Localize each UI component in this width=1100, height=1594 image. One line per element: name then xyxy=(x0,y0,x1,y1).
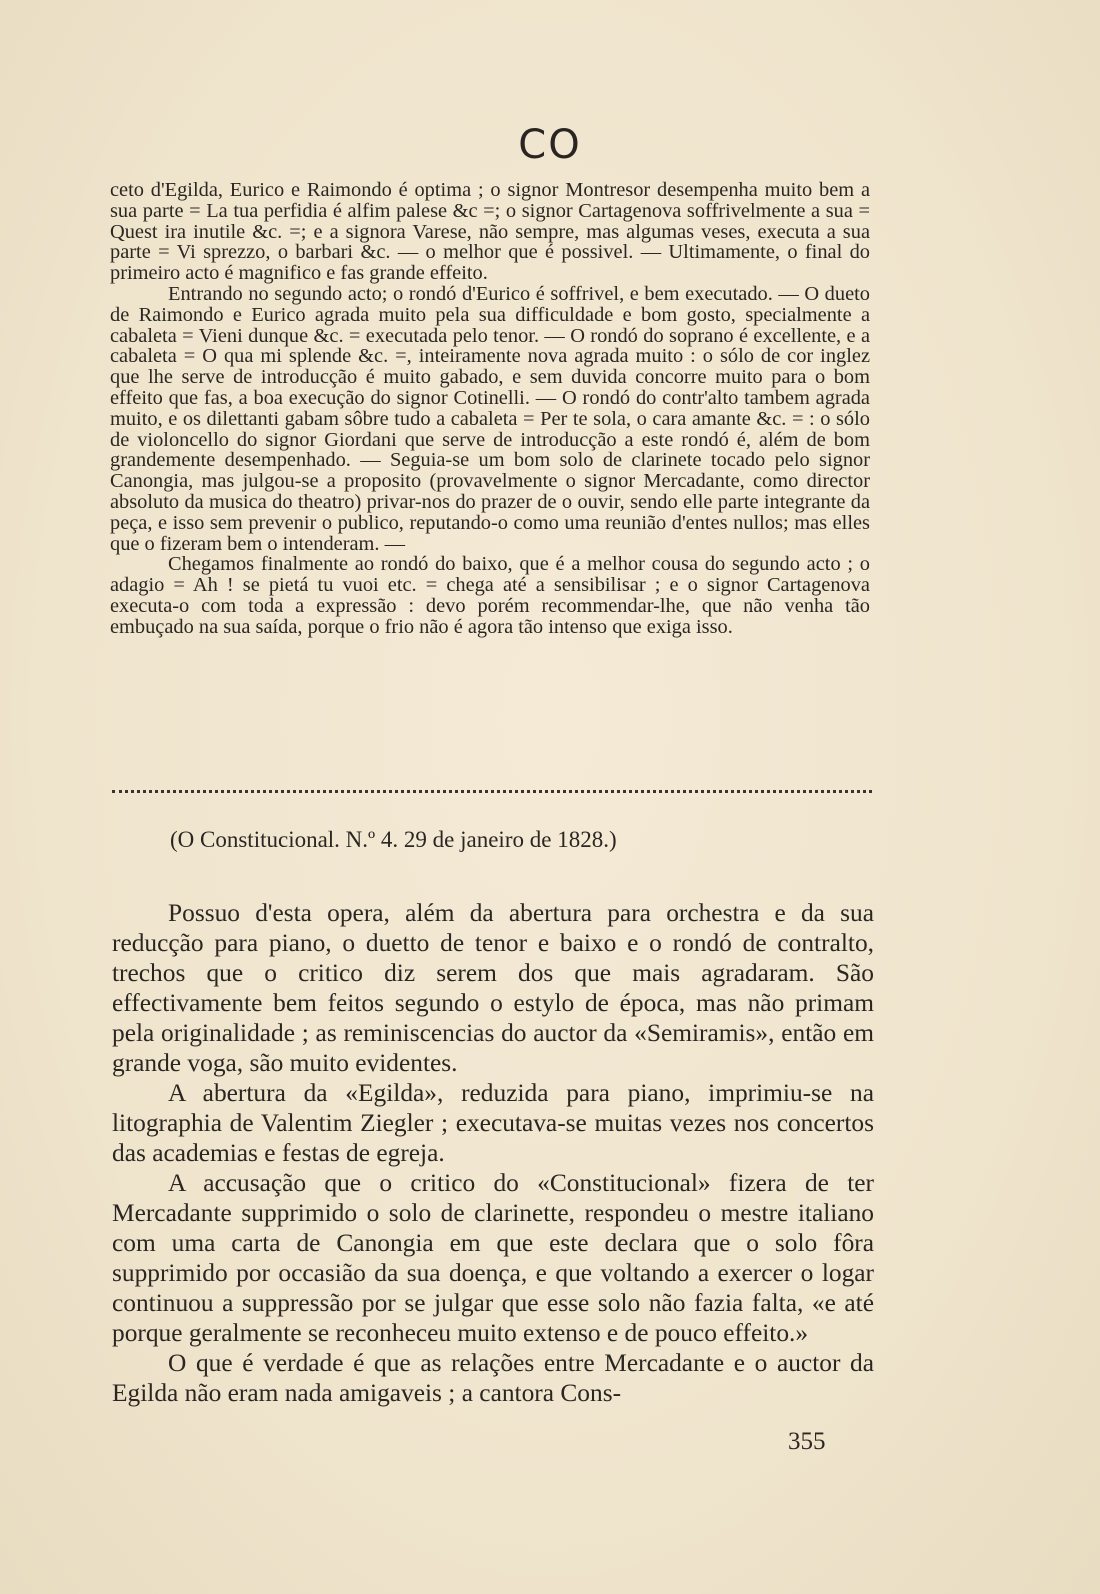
quote-paragraph: Entrando no segundo acto; o rondó d'Eurico é soffrivel, e bem executado. — O dueto de Raimondo e Eurico agrada muito pela sua difficuldade e bom gosto, specialmente a cabaleta = Vieni dunque &c. = executada pelo tenor. — O rondó do soprano é excellente, e a cabaleta = O qua mi splende &c. =, inteiramente nova agrada muito : o sólo de cor inglez que lhe serve de introducção é muito gabado, e sem duvida concorre muito para o bom effeito que fas, a boa execução do signor Cotinelli. — O rondó do contr'alto tambem agrada muito, e os dilettanti gabam sôbre tudo a cabaleta = Per te sola, o cara amante &c. = : o sólo de violoncello do signor Giordani que serve de introducção a este rondó é, além de bom grandemente desempenhado. — Seguia-se um bom solo de clarinete tocado pelo signor Canongia, mas julgou-se a proposito (provavelmente o signor Mercadante, como director absoluto da musica do theatro) privar-nos do prazer de o ouvir, sendo elle parte integrante da peça, e isso sem prevenir o publico, reputando-o como uma reunião d'entes nullos; mas elles que o fizeram bem o intenderam. — xyxy=(110,282,870,555)
body-paragraph: A abertura da «Egilda», reduzida para piano, imprimiu-se na litographia de Valentim Ziegler ; executava-se muitas vezes nos concertos das academias e festas de egreja. xyxy=(112,1079,874,1167)
running-header: CO xyxy=(518,122,582,168)
body-paragraph: A accusação que o critico do «Constitucional» fizera de ter Mercadante supprimido o solo de clarinette, respondeu o mestre italiano com uma carta de Canongia em que este declara que o solo fôra supprimido por occasião da sua doença, e que voltando a exercer o logar continuou a suppressão por se julgar que esse solo não fazia falta, «e até porque geralmente se reconheceu muito extenso e de pouco effeito.» xyxy=(112,1169,874,1347)
quote-paragraph: ceto d'Egilda, Eurico e Raimondo é optima ; o signor Montresor desempenha muito bem a sua parte = La tua perfidia é alfim palese &c =; o signor Cartagenova soffrivelmente a sua = Quest ira inutile &c. =; e a signora Varese, não sempre, mas algumas veses, executa a sua parte = Vi sprezzo, o barbari &c. — o melhor que é possivel. — Ultimamente, o final do primeiro acto é magnifico e fas grande effeito. xyxy=(110,179,870,285)
body-text xyxy=(112,898,874,1408)
dotted-separator xyxy=(112,790,872,793)
quoted-review xyxy=(110,180,870,638)
source-citation: (O Constitucional. N.º 4. 29 de janeiro de 1828.) xyxy=(170,827,617,852)
quote-paragraph: Chegamos finalmente ao rondó do baixo, que é a melhor cousa do segundo acto ; o adagio = Ah ! se pietá tu vuoi etc. = chega até a sensibilisar ; e o signor Cartagenova executa-o com toda a expressão : devo porém recommendar-lhe, que não venha tão embuçado na sua saída, porque o frio não é agora tão intenso que exiga isso. xyxy=(110,553,870,638)
body-paragraph: O que é verdade é que as relações entre Mercadante e o auctor da Egilda não eram nada amigaveis ; a cantora Cons- xyxy=(112,1349,874,1407)
page-number: 355 xyxy=(788,1428,826,1455)
body-paragraph: Possuo d'esta opera, além da abertura para orchestra e da sua reducção para piano, o duetto de tenor e baixo e o rondó de contralto, trechos que o critico diz serem dos que mais agradaram. São effectivamente bem feitos segundo o estylo de época, mas não primam pela originalidade ; as reminiscencias do auctor da «Semiramis», então em grande voga, são muito evidentes. xyxy=(112,899,874,1077)
